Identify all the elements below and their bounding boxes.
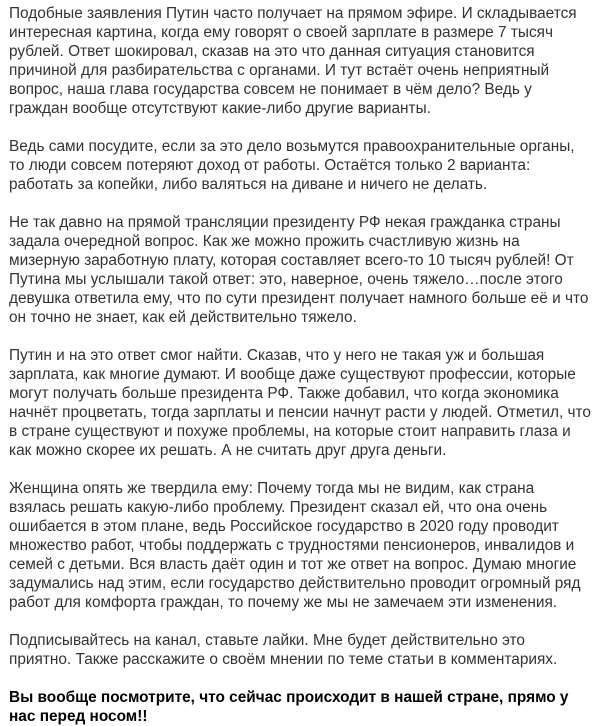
article-paragraph: Подобные заявления Путин часто получает на прямом эфире. И складывается интересная картина, когда ему говорят о своей зарплате в размере 7 тысяч рублей. Ответ шокировал, сказав на это что данная ситуация становится причиной для разбирательства с органами. И тут встаёт очень неприятный вопрос, наша глава государства совсем не понимает в чём дело? Ведь у граждан вообще отсутствуют какие-либо другие варианты. (9, 5, 577, 117)
article-paragraph: Не так давно на прямой трансляции президенту РФ некая гражданка страны задала очередной вопрос. Как же можно прожить счастливую жизнь на мизерную заработную плату, которая составляет всего-то 10 тысяч рублей! От Путина мы услышали такой ответ: это, наверное, очень тяжело…после этого девушка ответила ему, что по сути президент получает намного больше её и что он точно не знает, как ей действительно тяжело. (9, 214, 589, 326)
article-paragraph: Подписывайтесь на канал, ставьте лайки. Мне будет действительно это приятно. Также расскажите о своём мнении по теме статьи в комментариях. (9, 632, 558, 668)
article-paragraph: Женщина опять же твердила ему: Почему тогда мы не видим, как страна взялась решать какую-либо проблему. Президент сказал ей, что она очень ошибается в этом плане, ведь Российское государство в 2020 году проводит множество работ, чтобы поддержать с трудностями пенсионеров, инвалидов и семей с детьми. Вся власть даёт один и тот же ответ на вопрос. Думаю многие задумались над этим, если государство действительно проводит огромный ряд работ для комфорта граждан, то почему же мы не замечаем эти изменения. (9, 480, 581, 611)
article-paragraph: Путин и на это ответ смог найти. Сказав, что у него не такая уж и большая зарплата, как многие думают. И вообще даже существуют профессии, которые могут получать больше президента РФ. Также добавил, что когда экономика начнёт процветать, тогда зарплаты и пенсии начнут расти у людей. Отметил, что в стране существуют и похуже проблемы, на которые стоит направить глаза и как можно скорее их решать. А не считать друг друга деньги. (9, 347, 591, 459)
article-paragraph: Ведь сами посудите, если за это дело возьмутся правоохранительные органы, то люди совсем потеряют доход от работы. Остаётся только 2 варианта: работать за копейки, либо валяться на диване и ничего не делать. (9, 138, 575, 193)
article-closing-bold: Вы вообще посмотрите, что сейчас происходит в нашей стране, прямо у нас перед носом!! (9, 689, 569, 725)
